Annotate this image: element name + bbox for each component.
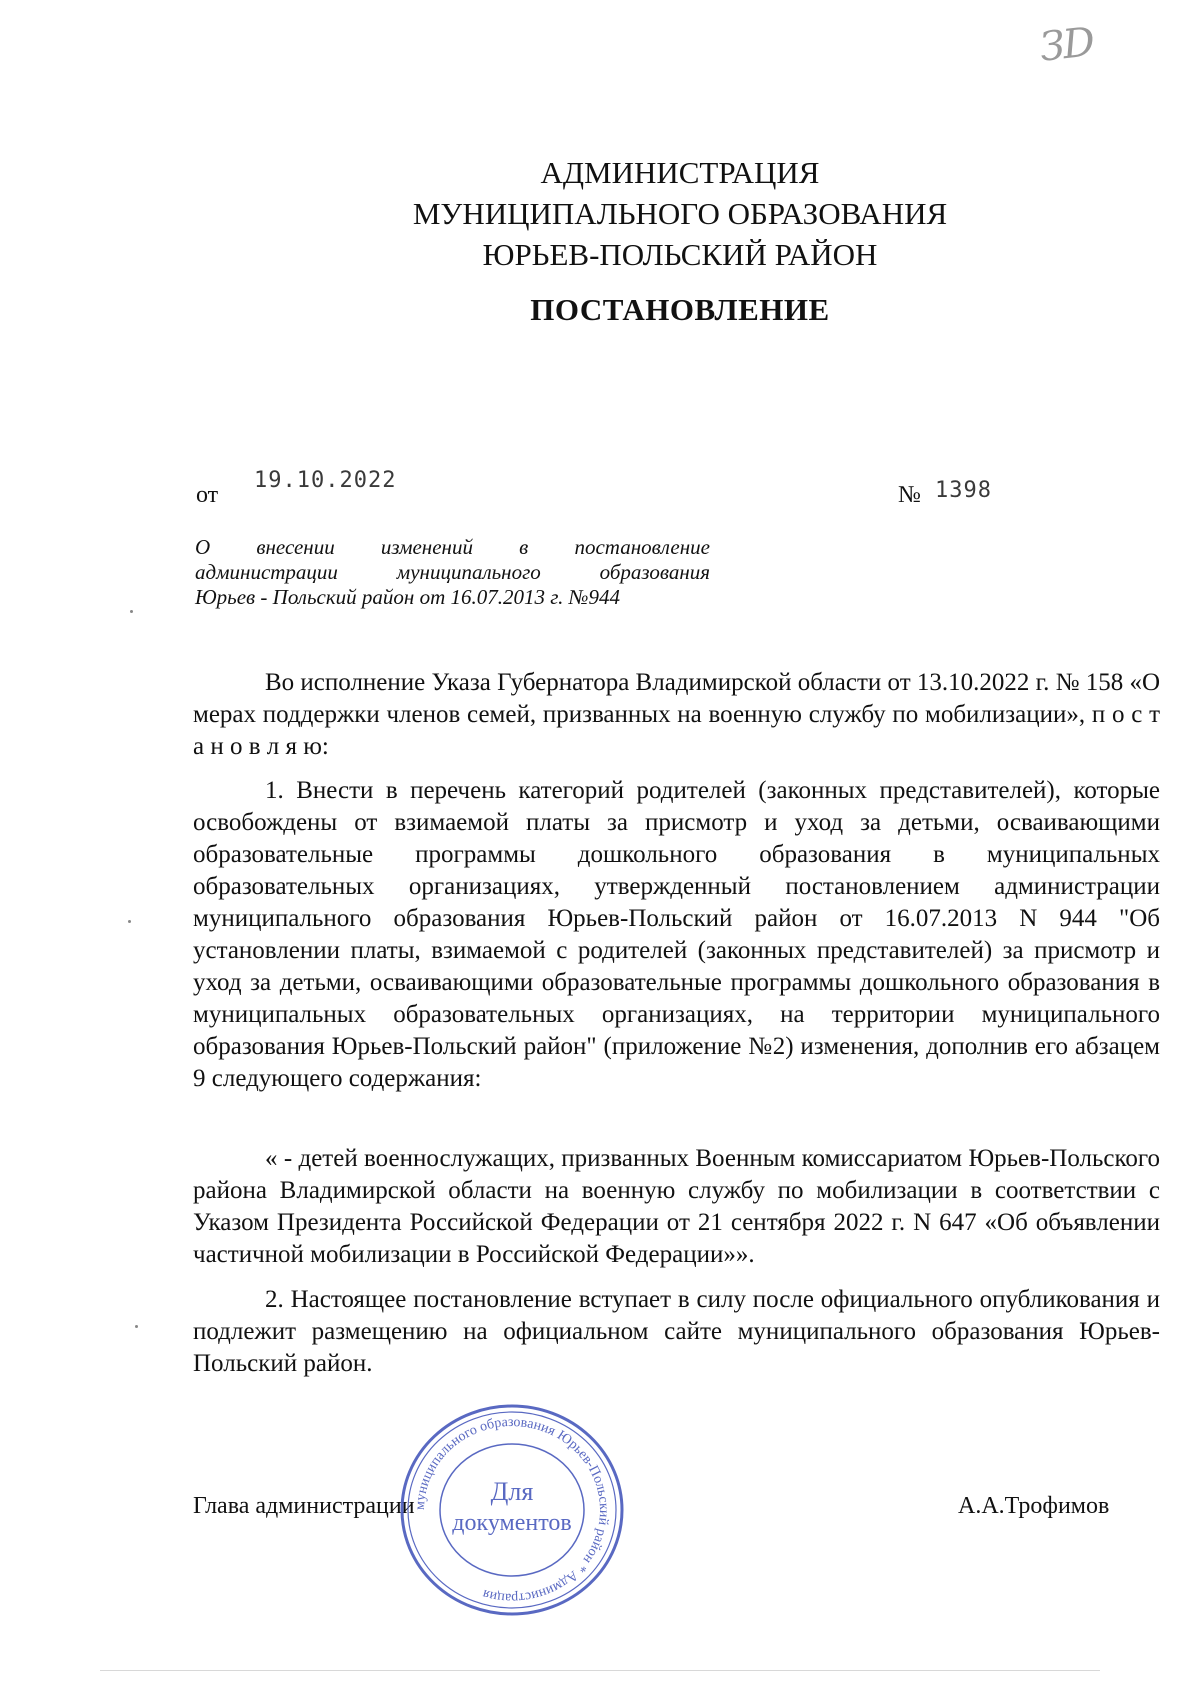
date-value: 19.10.2022 (254, 468, 397, 493)
preamble-paragraph (193, 667, 1160, 763)
issuer-header (380, 152, 980, 275)
header-line-3: ЮРЬЕВ-ПОЛЬСКИЙ РАЙОН (482, 237, 878, 272)
official-stamp (397, 1400, 627, 1620)
document-subject (195, 535, 710, 610)
subject-line-1: О внесении изменений в постановление (195, 535, 710, 559)
document-type-title: ПОСТАНОВЛЕНИЕ (530, 292, 830, 327)
handwritten-corner-note: ЗD (1037, 19, 1096, 71)
item-1-text: 1. Внести в перечень категорий родителей (законных представителей), которые освобождены от взимаемой платы за присмотр и уход за детьми, осваивающими образовательные программы дошкольного образования в муниципальных образовательных организациях, утвержденный постановлением администрации муниципального образования Юрьев-Польский район от 16.07.2013 N 944 "Об установлении платы, взимаемой с родителей (законных представителей) за присмотр и уход за детьми, осваивающими образовательные программы дошкольного образования в муниципальных образовательных организациях, на территории муниципального образования Юрьев-Польский район" (приложение №2) изменения, дополнив его абзацем 9 следующего содержания: (193, 777, 1160, 1092)
signatory-name: А.А.Трофимов (958, 1493, 1110, 1519)
signatory-title: Глава администрации (193, 1493, 415, 1519)
quoted-amendment-text: « - детей военнослужащих, призванных Военным комиссариатом Юрьев-Польского района Владимирской области на военную службу по мобилизации в соответствии с Указом Президента Российской Федерации от 21 сентября 2022 г. N 647 «Об объявлении частичной мобилизации в Российской Федерации»». (193, 1145, 1160, 1268)
item-2-paragraph (193, 1284, 1160, 1380)
item-1-paragraph (193, 775, 1160, 1095)
preamble-text: Во исполнение Указа Губернатора Владимирской области от 13.10.2022 г. № 158 «О мерах поддержки членов семей, призванных на военную службу по мобилизации», п о с т а н о в л я ю: (193, 669, 1160, 760)
number-value: 1398 (935, 478, 992, 503)
stamp-center-line-1: Для (490, 1477, 534, 1506)
subject-line-3: Юрьев - Польский район от 16.07.2013 г. №944 (195, 585, 620, 609)
scan-speck (128, 920, 131, 923)
subject-line-2: администрации муниципального образования (195, 560, 710, 584)
number-label: № (898, 482, 921, 508)
item-2-text: 2. Настоящее постановление вступает в силу после официального опубликования и подлежит размещению на официальном сайте муниципального образования Юрьев-Польский район. (193, 1286, 1160, 1377)
header-line-1: АДМИНИСТРАЦИЯ (540, 155, 820, 190)
scan-speck (130, 610, 133, 613)
stamp-center-line-2: документов (452, 1510, 572, 1536)
date-label: от (196, 482, 219, 508)
quoted-amendment-paragraph (193, 1143, 1160, 1271)
header-line-2: МУНИЦИПАЛЬНОГО ОБРАЗОВАНИЯ (412, 196, 948, 231)
scan-speck (135, 1325, 138, 1328)
stamp-ring-textpath: муниципального образования Юрьев-Польский район * Администрация (412, 1414, 612, 1606)
scan-edge-line (100, 1670, 1100, 1671)
